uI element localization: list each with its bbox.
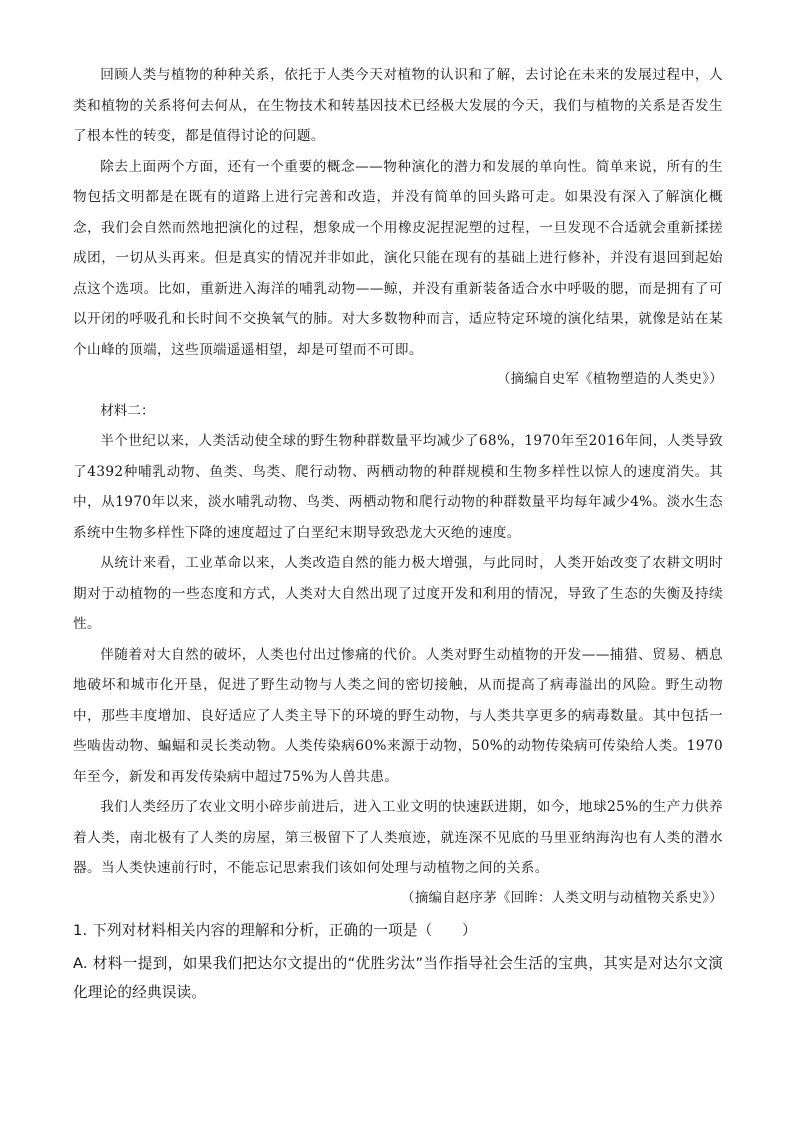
material2-paragraph-4: 我们人类经历了农业文明小碎步前进后，进入工业文明的快速跃进期，如今，地球25%的生产力供养着人类，南北极有了人类的房屋，第三极留下了人类痕迹，就连深不见底的马里亚纳海沟也有人类的潜水器。当人类快速前行时，不能忘记思索我们该如何处理与动植物之间的关系。 — [73, 799, 723, 876]
material1-paragraph-1: 回顾人类与植物的种种关系，依托于人类今天对植物的认识和了解，去讨论在未来的发展过程中，人类和植物的关系将何去何从，在生物技术和转基因技术已经极大发展的今天，我们与植物的关系是否发生了根本性的转变，都是值得讨论的问题。 — [73, 67, 723, 144]
material1-source: （摘编自史军《植物塑造的人类史》） — [496, 372, 723, 387]
material2-label: 材料二： — [100, 402, 155, 419]
material2-paragraph-2: 从统计来看，工业革命以来，人类改造自然的能力极大增强，与此同时，人类开始改变了农耕文明时期对于动植物的一些态度和方式，人类对大自然出现了过度开发和利用的情况，导致了生态的失衡及持续性。 — [73, 555, 723, 632]
question-option-a: A. 材料一提到，如果我们把达尔文提出的“优胜劣汰”当作指导社会生活的宝典，其实是对达尔文演化理论的经典误读。 — [73, 955, 723, 1001]
question-stem: 1. 下列对材料相关内容的理解和分析，正确的一项是（ ） — [73, 922, 477, 939]
document-page — [73, 60, 723, 1007]
material2-paragraph-3: 伴随着对大自然的破坏，人类也付出过惨痛的代价。人类对野生动植物的开发——捕猎、贸易、栖息地破坏和城市化开垦，促进了野生动物与人类之间的密切接触，从而提高了病毒溢出的风险。野生动物中，那些丰度增加、良好适应了人类主导下的环境的野生动物，与人类共享更多的病毒数量。其中包括一些啮齿动物、蝙蝠和灵长类动物。人类传染病60%来源于动物，50%的动物传染病可传染给人类。1970年至今，新发和再发传染病中超过75%为人兽共患。 — [73, 646, 723, 785]
material2-source: （摘编自赵序茅《回眸：人类文明与动植物关系史》） — [401, 890, 723, 906]
material1-paragraph-2: 除去上面两个方面，还有一个重要的概念——物种演化的潜力和发展的单向性。简单来说，所有的生物包括文明都是在既有的道路上进行完善和改造，并没有简单的回头路可走。如果没有深入了解演化概念，我们会自然而然地把演化的过程，想象成一个用橡皮泥捏泥塑的过程，一旦发现不合适就会重新揉搓成团，一切从头再来。但是真实的情况并非如此，演化只能在现有的基础上进行修补，并没有退回到起始点这个选项。比如，重新进入海洋的哺乳动物——鲸，并没有重新装备适合水中呼吸的腮，而是拥有了可以开闭的呼吸孔和长时间不交换氧气的肺。对大多数物种而言，适应特定环境的演化结果，就像是站在某个山峰的顶端，这些顶端遥遥相望，却是可望而不可即。 — [73, 158, 723, 358]
material2-paragraph-1: 半个世纪以来，人类活动使全球的野生物种群数量平均减少了68%，1970年至2016年间，人类导致了4392种哺乳动物、鱼类、鸟类、爬行动物、两栖动物的种群规模和生物多样性以惊人的速度消失。其中，从1970年以来，淡水哺乳动物、鸟类、两栖动物和爬行动物的种群数量平均每年减少4%。淡水生态系统中生物多样性下降的速度超过了白垩纪末期导致恐龙大灭绝的速度。 — [73, 433, 723, 541]
